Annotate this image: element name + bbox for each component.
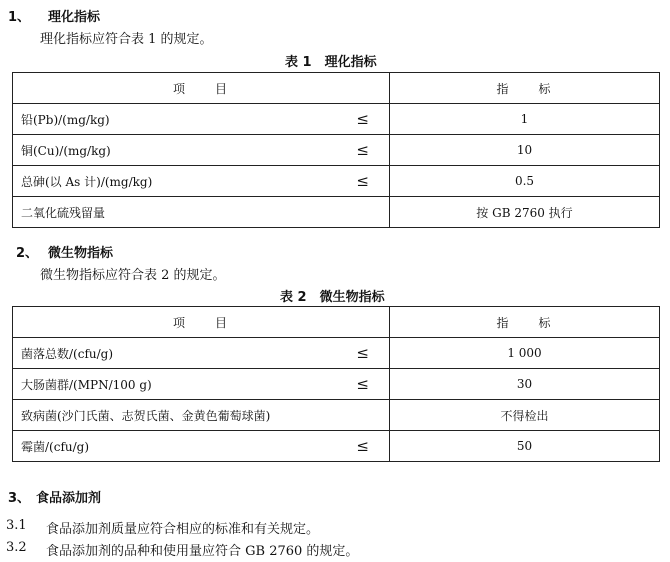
table-row	[13, 166, 660, 197]
table-cell-value: 0.5	[390, 166, 660, 197]
table-cell-item	[13, 197, 390, 228]
table1-header-item: 项 目	[13, 73, 390, 104]
table-cell-value: 按 GB 2760 执行	[390, 197, 660, 228]
table2-header-item: 项 目	[13, 307, 390, 338]
table-cell-value: 10	[390, 135, 660, 166]
table1	[12, 72, 660, 228]
section2-title: 微生物指标	[48, 246, 114, 261]
table-row	[13, 431, 660, 462]
table-row	[13, 135, 660, 166]
table-row	[13, 104, 660, 135]
section3-item-number: 3.2	[6, 540, 27, 555]
item-text: 大肠菌群/(MPN/100 g)	[21, 377, 152, 392]
item-text: 总砷(以 As 计)/(mg/kg)	[21, 174, 153, 189]
section3-title: 食品添加剂	[36, 491, 102, 506]
table-cell-item	[13, 338, 390, 369]
table-row	[13, 400, 660, 431]
section1-intro: 理化指标应符合表 1 的规定。	[40, 32, 213, 47]
table2-header-value: 指 标	[390, 307, 660, 338]
table1-header-value: 指 标	[390, 73, 660, 104]
section2-number: 2、	[16, 246, 39, 261]
section3-item-text: 食品添加剂质量应符合相应的标准和有关规定。	[46, 522, 320, 537]
table-cell-value: 不得检出	[390, 400, 660, 431]
table2-title: 表 2 微生物指标	[280, 290, 385, 305]
section3-number: 3、	[8, 491, 31, 506]
table2	[12, 306, 660, 462]
table-row	[13, 369, 660, 400]
table-row	[13, 338, 660, 369]
section1-number: 1、	[8, 10, 31, 25]
section1-title: 理化指标	[48, 10, 101, 25]
table-row	[13, 197, 660, 228]
item-text: 菌落总数/(cfu/g)	[21, 346, 114, 361]
table-cell-item	[13, 369, 390, 400]
table-cell-value: 50	[390, 431, 660, 462]
table-cell-value: 1 000	[390, 338, 660, 369]
section2-intro: 微生物指标应符合表 2 的规定。	[40, 268, 226, 283]
table2-header-row	[13, 307, 660, 338]
le-sign: ≤	[356, 375, 369, 393]
item-text: 致病菌(沙门氏菌、志贺氏菌、金黄色葡萄球菌)	[21, 408, 271, 423]
item-text: 二氧化硫残留量	[21, 205, 106, 220]
le-sign: ≤	[356, 344, 369, 362]
table-cell-item	[13, 104, 390, 135]
section3-item-number: 3.1	[6, 518, 27, 533]
item-text: 铅(Pb)/(mg/kg)	[21, 112, 110, 127]
table-cell-item	[13, 135, 390, 166]
item-text: 霉菌/(cfu/g)	[21, 439, 90, 454]
table-cell-item	[13, 431, 390, 462]
table-cell-value: 1	[390, 104, 660, 135]
table1-header-row	[13, 73, 660, 104]
le-sign: ≤	[356, 110, 369, 128]
item-text: 铜(Cu)/(mg/kg)	[21, 143, 111, 158]
table-cell-item	[13, 400, 390, 431]
section3-item-text: 食品添加剂的品种和使用量应符合 GB 2760 的规定。	[46, 544, 359, 559]
le-sign: ≤	[356, 141, 369, 159]
le-sign: ≤	[356, 172, 369, 190]
table1-title: 表 1 理化指标	[285, 55, 377, 70]
le-sign: ≤	[356, 437, 369, 455]
table-cell-item	[13, 166, 390, 197]
table-cell-value: 30	[390, 369, 660, 400]
